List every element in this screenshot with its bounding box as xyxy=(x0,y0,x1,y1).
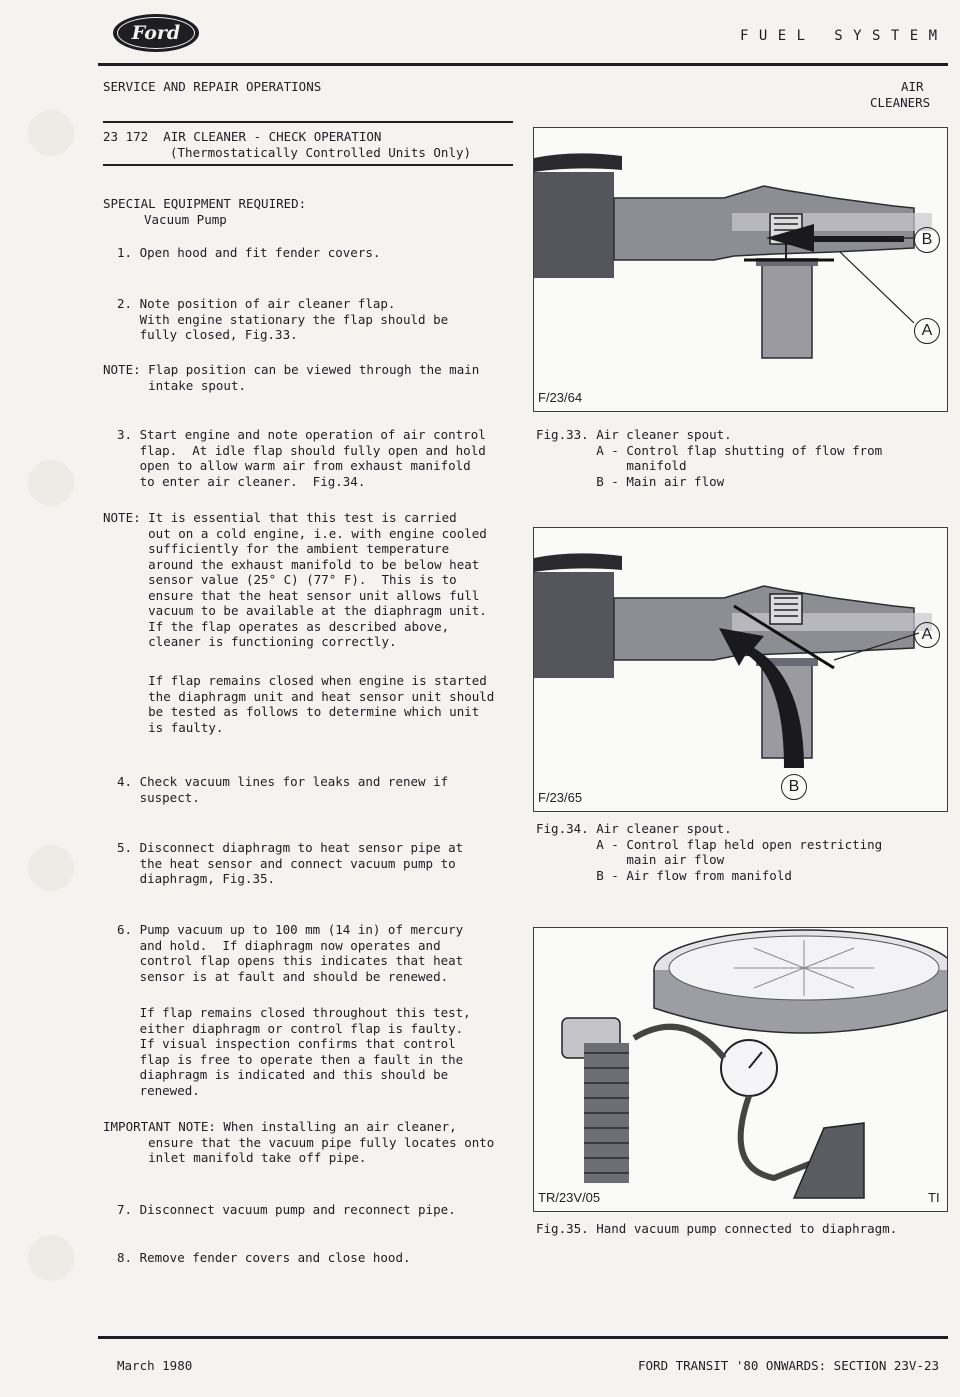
topic-line2: CLEANERS xyxy=(870,95,931,110)
binder-hole xyxy=(28,110,74,156)
step-4: 4. Check vacuum lines for leaks and renew if suspect. xyxy=(117,774,449,805)
binder-hole xyxy=(28,845,74,891)
fig33-callout-a: A xyxy=(914,318,940,344)
figure-33-air-cleaner-spout xyxy=(533,127,948,412)
special-equipment-heading: SPECIAL EQUIPMENT REQUIRED: xyxy=(103,196,307,211)
page-heading: SERVICE AND REPAIR OPERATIONS xyxy=(103,79,322,94)
footer-date: March 1980 xyxy=(117,1358,193,1373)
figure-33-drawing xyxy=(534,128,947,411)
ford-logo xyxy=(113,14,199,52)
figure-34-drawing xyxy=(534,528,947,811)
figure-34-air-cleaner-spout xyxy=(533,527,948,812)
header-rule xyxy=(98,63,948,66)
footer-rule xyxy=(98,1336,948,1339)
figure-35-vacuum-pump xyxy=(533,927,948,1212)
fig34-callout-a: A xyxy=(914,622,940,648)
binder-hole xyxy=(28,460,74,506)
logo-text: Ford xyxy=(131,22,181,44)
fig33-reference: F/23/64 xyxy=(538,390,583,405)
special-equipment-item: Vacuum Pump xyxy=(144,212,227,227)
binder-hole xyxy=(28,1235,74,1281)
figure-35-drawing xyxy=(534,928,947,1211)
fig35-caption: Fig.35. Hand vacuum pump connected to diaphragm. xyxy=(536,1221,898,1236)
fig35-reference-right: TI xyxy=(928,1190,940,1205)
operation-number-title: 23 172 AIR CLEANER - CHECK OPERATION xyxy=(103,129,382,144)
important-note: IMPORTANT NOTE: When installing an air cleaner, ensure that the vacuum pipe fully locates onto inlet manifold take off pipe. xyxy=(103,1119,495,1165)
step-6: 6. Pump vacuum up to 100 mm (14 in) of mercury and hold. If diaphragm now operates and control flap opens this indicates that heat sensor is at fault and should be renewed. xyxy=(117,922,464,984)
fig34-reference: F/23/65 xyxy=(538,790,583,805)
fig34-callout-b: B xyxy=(781,774,807,800)
operation-subtitle: (Thermostatically Controlled Units Only) xyxy=(170,145,472,160)
step-6-continued: If flap remains closed throughout this test, either diaphragm or control flap is faulty. If visual inspection confirms that control flap is free to operate then a fault in the diaphragm is indicated and this should be renewed. xyxy=(139,1005,471,1098)
step-2: 2. Note position of air cleaner flap. With engine stationary the flap should be fully closed, Fig.33. xyxy=(117,296,449,342)
section-title: F U E L S Y S T E M xyxy=(740,28,939,44)
footer-publication: FORD TRANSIT '80 ONWARDS: SECTION 23V-23 xyxy=(638,1358,940,1373)
fig33-callout-b: B xyxy=(914,227,940,253)
step-1: 1. Open hood and fit fender covers. xyxy=(117,245,381,260)
fig33-caption: Fig.33. Air cleaner spout. A - Control flap shutting of flow from manifold B - Main air flow xyxy=(536,427,883,489)
note-flap-position: NOTE: Flap position can be viewed through the main intake spout. xyxy=(103,362,480,393)
operation-rule-top xyxy=(103,121,513,123)
topic-line1: AIR xyxy=(901,79,924,94)
step-8: 8. Remove fender covers and close hood. xyxy=(117,1250,411,1265)
fig34-caption: Fig.34. Air cleaner spout. A - Control flap held open restricting main air flow B - Air flow from manifold xyxy=(536,821,883,883)
fig35-reference: TR/23V/05 xyxy=(538,1190,601,1205)
step-7: 7. Disconnect vacuum pump and reconnect pipe. xyxy=(117,1202,456,1217)
note-flap-closed: If flap remains closed when engine is started the diaphragm unit and heat sensor unit should be tested as follows to determine which unit is faulty. xyxy=(148,673,495,735)
step-5: 5. Disconnect diaphragm to heat sensor pipe at the heat sensor and connect vacuum pump to diaphragm, Fig.35. xyxy=(117,840,464,886)
step-3: 3. Start engine and note operation of air control flap. At idle flap should fully open and hold open to allow warm air from exhaust manifold to enter air cleaner. Fig.34. xyxy=(117,427,486,489)
operation-rule-bottom xyxy=(103,164,513,166)
note-cold-engine: NOTE: It is essential that this test is carried out on a cold engine, i.e. with engine cooled sufficiently for the ambient temperature around the exhaust manifold to be below heat sensor value (25° C) (77° F). This is to ensure that the heat sensor unit allows full vacuum to be available at the diaphragm unit. If the flap operates as described above, cleaner is functioning correctly. xyxy=(103,510,487,649)
